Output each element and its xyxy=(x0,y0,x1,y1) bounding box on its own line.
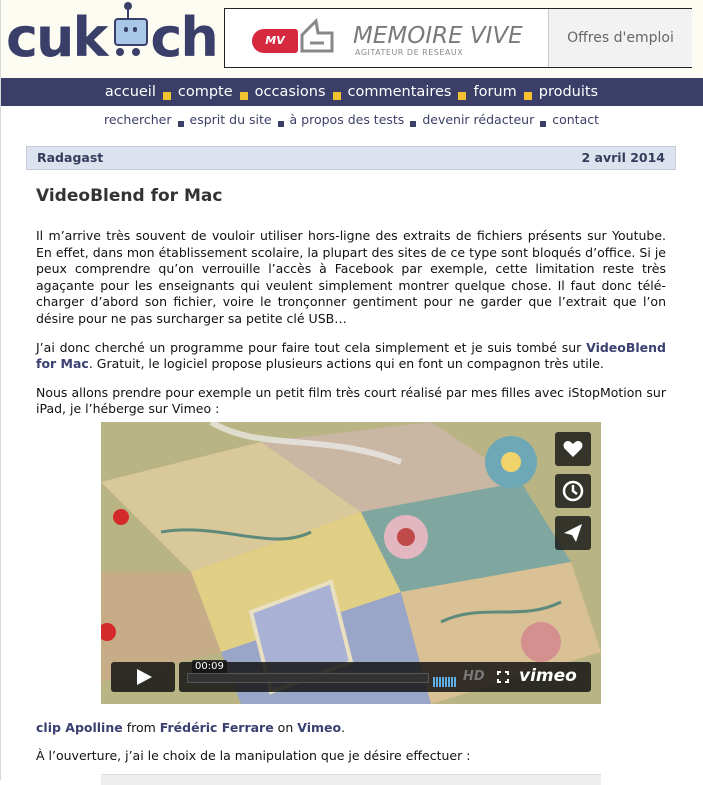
subnav-item-rechercher[interactable]: rechercher xyxy=(103,112,172,127)
article-title: VideoBlend for Mac xyxy=(36,186,223,206)
ad-banner[interactable] xyxy=(224,8,692,68)
caption-text: from xyxy=(122,720,160,735)
paragraph-discovery xyxy=(36,340,666,373)
watch-later-button[interactable] xyxy=(555,474,591,508)
article-meta-bar xyxy=(26,146,676,170)
caption-text: . xyxy=(341,720,346,735)
ad-offers-link[interactable]: Offres d'emploi xyxy=(548,9,692,67)
logo-mascot-icon xyxy=(106,6,150,60)
article-date: 2 avril 2014 xyxy=(581,150,665,165)
nav-item-compte[interactable]: compte xyxy=(177,84,233,100)
author-link[interactable]: Frédéric Ferrare xyxy=(159,720,274,735)
heart-icon xyxy=(562,438,584,460)
nav-separator xyxy=(333,92,341,100)
nav-item-accueil[interactable]: accueil xyxy=(104,84,156,100)
video-caption xyxy=(36,720,345,735)
subnav-item-redacteur[interactable]: devenir rédacteur xyxy=(422,112,535,127)
ad-badge: MV xyxy=(252,29,298,53)
primary-nav xyxy=(0,78,703,106)
nav-item-produits[interactable]: produits xyxy=(538,84,599,100)
ad-brand-mark-icon xyxy=(298,15,336,55)
paragraph-example: Nous allons prendre pour exemple un petit film très court réalisé par mes filles avec iStopMotion sur iPad, je l’héberge sur Vimeo : xyxy=(36,384,666,417)
volume-icon[interactable] xyxy=(433,672,457,691)
nav-item-forum[interactable]: forum xyxy=(473,84,517,100)
fullscreen-icon[interactable] xyxy=(497,671,509,683)
player-controls xyxy=(111,662,591,692)
like-button[interactable] xyxy=(555,432,591,466)
share-button[interactable] xyxy=(555,516,591,550)
hd-toggle[interactable]: HD xyxy=(463,669,485,684)
nav-separator xyxy=(458,92,466,100)
vimeo-link[interactable]: Vimeo xyxy=(297,720,342,735)
header-band xyxy=(0,0,703,78)
article-body xyxy=(36,228,666,430)
secondary-nav xyxy=(0,106,703,134)
ad-brand-name: MEMOIRE VIVE xyxy=(353,23,523,49)
time-indicator: 00:09 xyxy=(192,660,227,673)
logo-text-right: ch xyxy=(150,6,217,69)
nav-item-commentaires[interactable]: commentaires xyxy=(347,84,452,100)
subnav-item-esprit[interactable]: esprit du site xyxy=(189,112,272,127)
vimeo-logo[interactable]: vimeo xyxy=(519,666,577,686)
videoblend-link[interactable]: VideoBlend for Mac xyxy=(36,339,666,372)
nav-separator xyxy=(240,92,248,100)
progress-bar-container xyxy=(179,662,591,692)
logo-text-left: cuk xyxy=(6,6,107,69)
play-icon xyxy=(135,668,153,686)
paragraph-intro: Il m’arrive très souvent de vouloir utiliser hors-ligne des extraits de fichiers présents sur Youtube. En effet, dans mon établissement scolaire, la plupart des sites de ce type sont bloqués d’office. Si je peux comprendre qu’on verrouille l’accès à Facebook par exemple, cette limitation reste très agaçante pour les enseignants qui veulent simplement montrer quelque chose. Il faut donc télé-charger d’abord son fichier, voire le tronçonner gentiment pour ne garder que l’extrait que l’on désire pour ne pas surcharger sa petite clé USB… xyxy=(36,228,666,326)
send-icon xyxy=(562,522,584,544)
subnav-item-tests[interactable]: à propos des tests xyxy=(289,112,405,127)
paragraph-text: . Gratuit, le logiciel propose plusieurs actions qui en font un compagnon très utile. xyxy=(88,356,604,372)
article xyxy=(26,146,676,763)
paragraph-text: J’ai donc cherché un programme pour faire tout cela simplement et je suis tombé sur xyxy=(36,339,587,355)
subnav-item-contact[interactable]: contact xyxy=(552,112,600,127)
nav-separator xyxy=(524,92,532,100)
clip-link[interactable]: clip Apolline xyxy=(36,720,123,735)
ad-tagline: AGITATEUR DE RESEAUX xyxy=(355,48,464,57)
paragraph-opening: À l’ouverture, j’ai le choix de la manipulation que je désire effectuer : xyxy=(36,748,471,763)
play-button[interactable] xyxy=(111,662,175,692)
nav-item-occasions[interactable]: occasions xyxy=(254,84,326,100)
clock-icon xyxy=(562,480,584,502)
caption-text: on xyxy=(273,720,298,735)
nav-separator xyxy=(163,92,171,100)
progress-track[interactable] xyxy=(187,661,429,683)
vimeo-player[interactable] xyxy=(101,422,601,704)
article-author[interactable]: Radagast xyxy=(37,150,104,165)
